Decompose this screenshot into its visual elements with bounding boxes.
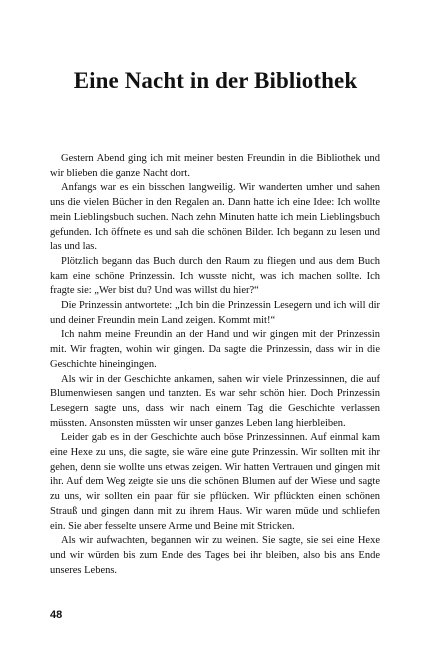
paragraph: Als wir aufwachten, begannen wir zu weinen. Sie sagte, sie sei eine Hexe und wir würden bis zum Ende des Tages bei ihr bleiben, also bis ans Ende unseres Lebens. bbox=[50, 535, 380, 576]
paragraph: Ich nahm meine Freundin an der Hand und wir gingen mit der Prinzessin mit. Wir fragten, wohin wir gingen. Da sagte die Prinzessin, dass wir in die Geschichte hineingingen. bbox=[50, 329, 380, 370]
paragraph: Anfangs war es ein bisschen langweilig. Wir wanderten umher und sahen uns die vielen Bücher in den Regalen an. Dann hatte ich eine Idee: Ich wollte mein Lieblingsbuch suchen. Nach zehn Minuten hatte ich mein Lieblingsbuch gefunden. Ich öffnete es und sah die schönen Bilder. Ich begann zu lesen und las und las. bbox=[50, 182, 380, 253]
paragraph: Gestern Abend ging ich mit meiner besten Freundin in die Bibliothek und wir blieben die ganze Nacht dort. bbox=[50, 153, 380, 179]
page-number: 48 bbox=[50, 609, 63, 621]
paragraph: Leider gab es in der Geschichte auch böse Prinzessinnen. Auf einmal kam eine Hexe zu uns, die sagte, sie wäre eine gute Prinzessin. Wir sollten mit ihr gehen, denn sie wollte uns etwas zeigen. Wir hatten Vertrauen und gingen mit ihr. Auf dem Weg zeigte sie uns die schönen Blumen auf der Wiese und sagte zu uns, wir sollten ein paar für sie pflücken. Wir pflückten einen schönen Strauß und gingen dann mit zu ihrem Haus. Wir waren müde und schliefen ein. Sie aber fesselte unsere Arme und Beine mit Stricken. bbox=[50, 432, 380, 532]
chapter-title: Eine Nacht in der Bibliothek bbox=[73, 68, 358, 94]
story-text bbox=[50, 152, 380, 578]
paragraph: Die Prinzessin antwortete: „Ich bin die Prinzessin Lesegern und ich will dir und deiner Freundin mein Land zeigen. Kommt mit!“ bbox=[50, 300, 380, 326]
paragraph: Als wir in der Geschichte ankamen, sahen wir viele Prinzessinnen, die auf Blumenwiesen sangen und tanzten. Es war sehr schön hier. Doch Prinzessin Lesegern sagte uns, dass wir nach einem Tag die Geschichte verlassen müssten. Ansonsten müssten wir unser ganzes Leben lang hierbleiben. bbox=[50, 373, 380, 429]
paragraph: Plötzlich begann das Buch durch den Raum zu fliegen und aus dem Buch kam eine schöne Prinzessin. Ich wusste nicht, was ich machen sollte. Ich fragte sie: „Wer bist du? Und was willst du hier?“ bbox=[50, 255, 380, 297]
